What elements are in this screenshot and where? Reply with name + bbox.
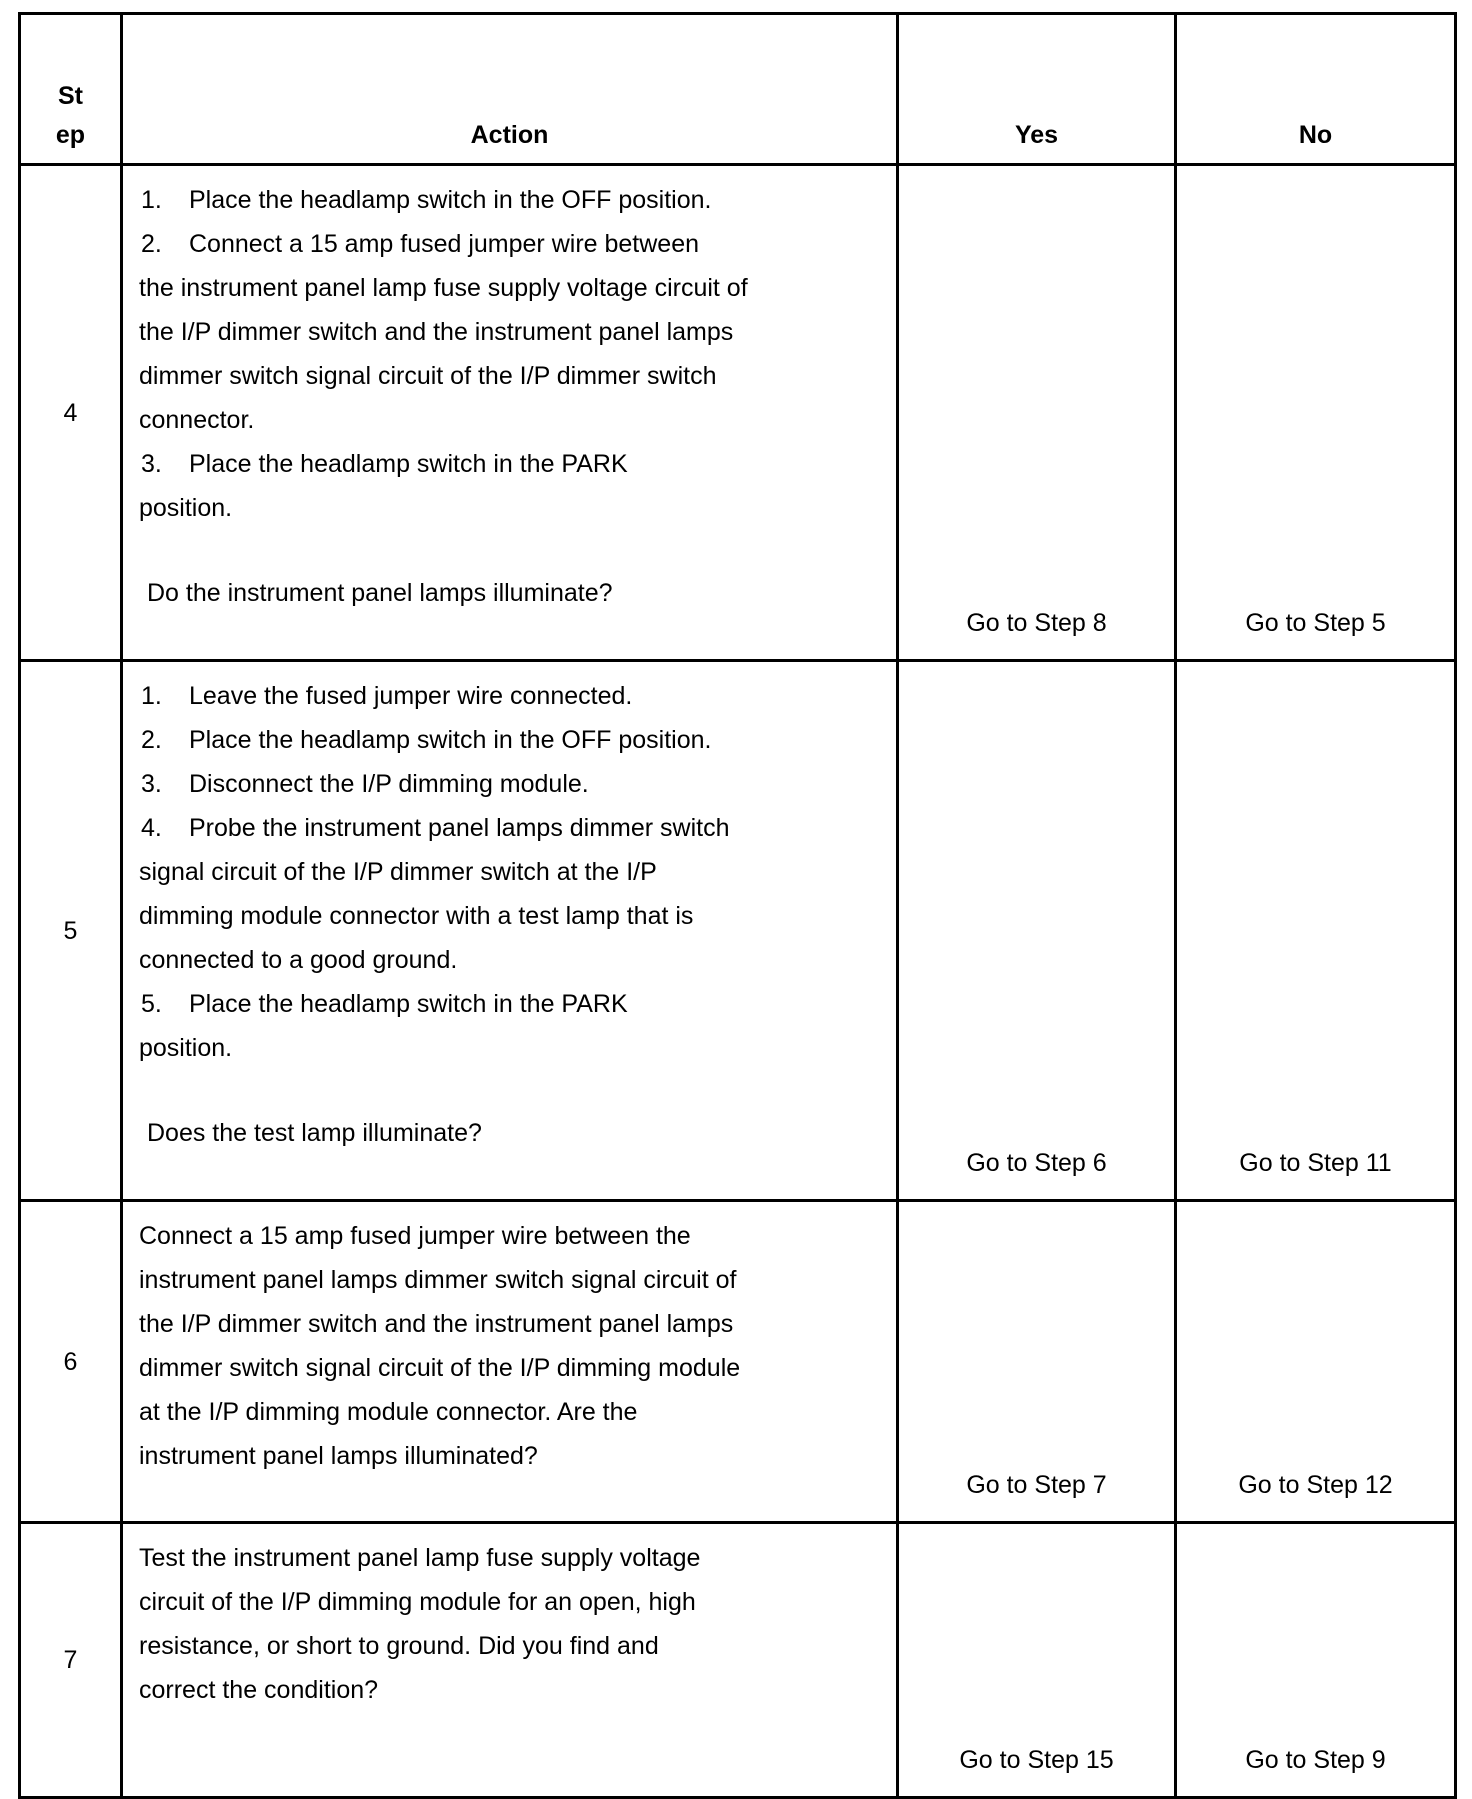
action-line (139, 1026, 886, 1070)
action-line-text: connected to a good ground. (139, 946, 458, 974)
header-step (20, 14, 122, 165)
table-row (20, 1523, 1456, 1798)
action-question: Do the instrument panel lamps illuminate? (147, 579, 613, 607)
table-row (20, 1201, 1456, 1523)
action-line-text: connector. (139, 406, 255, 434)
step-number: 5 (20, 661, 122, 1201)
action-line (139, 178, 886, 222)
no-result: Go to Step 9 (1176, 1523, 1456, 1798)
yes-result: Go to Step 8 (898, 165, 1176, 661)
no-result: Go to Step 11 (1176, 661, 1456, 1201)
action-line (139, 1668, 886, 1712)
action-line (139, 1346, 886, 1390)
header-action (122, 14, 898, 165)
action-line-text: the instrument panel lamp fuse supply voltage circuit of (139, 274, 748, 302)
action-line-text: Probe the instrument panel lamps dimmer switch (189, 814, 730, 842)
action-line (139, 1624, 886, 1668)
action-cell (122, 661, 898, 1201)
header-step-line2: ep (55, 121, 86, 149)
action-line-text: position. (139, 494, 233, 522)
header-action-label: Action (470, 121, 549, 149)
header-yes (898, 14, 1176, 165)
action-line-text: the I/P dimmer switch and the instrument panel lamps (139, 1310, 734, 1338)
action-line (139, 894, 886, 938)
action-line-number: 2. (141, 726, 162, 754)
action-line (139, 938, 886, 982)
table-row (20, 661, 1456, 1201)
action-line-number: 1. (141, 186, 162, 214)
header-no (1176, 14, 1456, 165)
action-line-text: instrument panel lamps dimmer switch signal circuit of (139, 1266, 737, 1294)
yes-result: Go to Step 7 (898, 1201, 1176, 1523)
action-line (139, 1580, 886, 1624)
table-row (20, 165, 1456, 661)
action-cell (122, 1523, 898, 1798)
action-line-text: instrument panel lamps illuminated? (139, 1442, 538, 1470)
header-step-line1: St (58, 82, 83, 110)
step-number: 6 (20, 1201, 122, 1523)
action-line (139, 442, 886, 486)
action-line (139, 762, 886, 806)
action-line-text: Place the headlamp switch in the OFF position. (189, 186, 712, 214)
action-line (139, 1214, 886, 1258)
action-line-text: correct the condition? (139, 1676, 379, 1704)
action-line-number: 3. (141, 770, 162, 798)
action-line-text: dimming module connector with a test lamp that is (139, 902, 694, 930)
header-yes-label: Yes (1014, 121, 1059, 149)
action-line (139, 1536, 886, 1580)
action-line (139, 222, 886, 266)
action-line-text: Test the instrument panel lamp fuse supply voltage (139, 1544, 701, 1572)
action-line (139, 1302, 886, 1346)
no-result: Go to Step 5 (1176, 165, 1456, 661)
action-line (139, 1434, 886, 1478)
action-line (139, 266, 886, 310)
action-line-number: 2. (141, 230, 162, 258)
action-line (139, 982, 886, 1026)
action-line-text: position. (139, 1034, 233, 1062)
action-line-text: circuit of the I/P dimming module for an open, high (139, 1588, 696, 1616)
action-line-text: dimmer switch signal circuit of the I/P dimming module (139, 1354, 741, 1382)
action-line (139, 674, 886, 718)
action-line (139, 310, 886, 354)
action-line (139, 850, 886, 894)
action-line-text: the I/P dimmer switch and the instrument panel lamps (139, 318, 734, 346)
action-line-text: Leave the fused jumper wire connected. (189, 682, 633, 710)
action-line (139, 718, 886, 762)
action-line (139, 806, 886, 850)
action-line-text: resistance, or short to ground. Did you find and (139, 1632, 659, 1660)
action-line (139, 486, 886, 530)
action-line-number: 1. (141, 682, 162, 710)
action-line-number: 5. (141, 990, 162, 1018)
action-line-text: dimmer switch signal circuit of the I/P dimmer switch (139, 362, 717, 390)
action-line-text: Place the headlamp switch in the PARK (189, 990, 628, 1018)
action-line (139, 1390, 886, 1434)
step-number: 7 (20, 1523, 122, 1798)
step-number: 4 (20, 165, 122, 661)
action-line-text: Connect a 15 amp fused jumper wire between (189, 230, 700, 258)
yes-result: Go to Step 15 (898, 1523, 1176, 1798)
action-cell (122, 1201, 898, 1523)
no-result: Go to Step 12 (1176, 1201, 1456, 1523)
action-line (139, 398, 886, 442)
action-line-text: signal circuit of the I/P dimmer switch at the I/P (139, 858, 657, 886)
yes-result: Go to Step 6 (898, 661, 1176, 1201)
action-line-text: Disconnect the I/P dimming module. (189, 770, 589, 798)
action-line-text: Connect a 15 amp fused jumper wire between the (139, 1222, 691, 1250)
action-line (139, 354, 886, 398)
action-cell (122, 165, 898, 661)
header-no-label: No (1298, 121, 1333, 149)
action-line-text: Place the headlamp switch in the PARK (189, 450, 628, 478)
action-line-text: Place the headlamp switch in the OFF position. (189, 726, 712, 754)
diagnostic-table (18, 12, 1457, 1799)
action-line-number: 4. (141, 814, 162, 842)
action-line (139, 1258, 886, 1302)
action-line-number: 3. (141, 450, 162, 478)
action-question: Does the test lamp illuminate? (147, 1119, 482, 1147)
action-line-text: at the I/P dimming module connector. Are the (139, 1398, 638, 1426)
header-row (20, 14, 1456, 165)
